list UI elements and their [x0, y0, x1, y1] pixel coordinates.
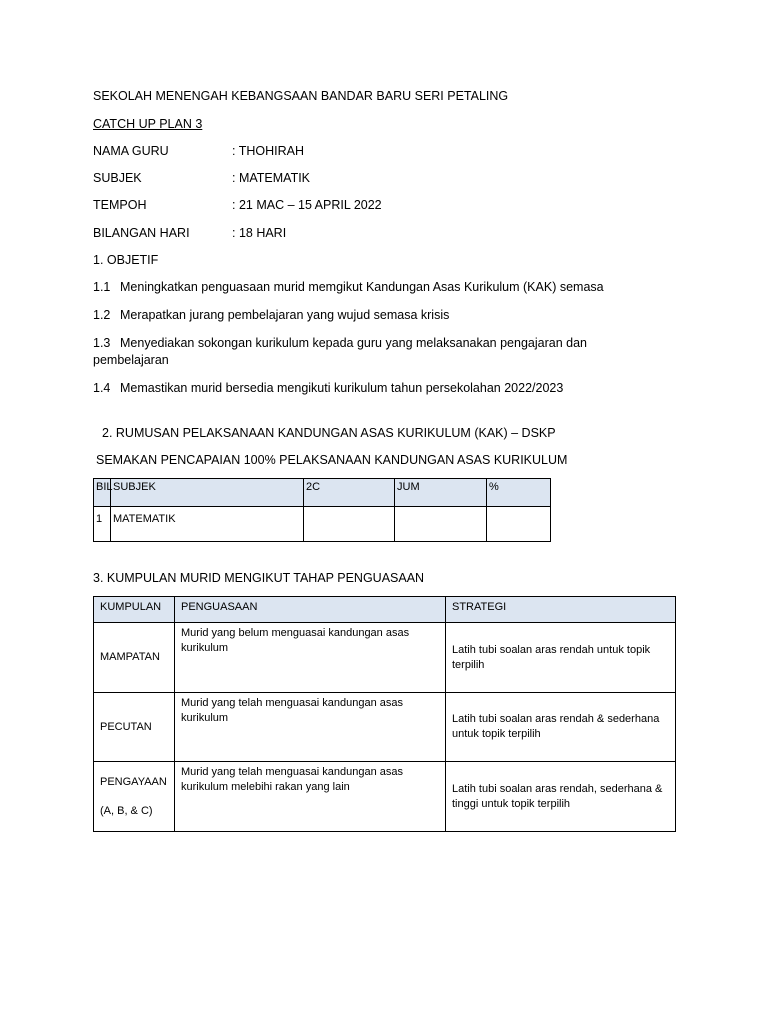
field-bilangan-hari	[93, 225, 286, 241]
kumpulan-table	[93, 596, 676, 832]
table-header-row	[94, 597, 676, 623]
field-tempoh	[93, 197, 382, 213]
objective-item	[93, 307, 449, 323]
objective-number: 1.2	[93, 308, 111, 322]
table-cell: MATEMATIK	[111, 507, 304, 542]
plan-title: CATCH UP PLAN 3	[93, 117, 203, 131]
school-name: SEKOLAH MENENGAH KEBANGSAAN BANDAR BARU SERI PETALING	[93, 89, 509, 103]
table-header-row	[94, 479, 551, 507]
objective-text: Merapatkan jurang pembelajaran yang wujud semasa krisis	[120, 308, 450, 322]
penguasaan-cell: Murid yang telah menguasai kandungan asas kurikulum	[175, 693, 446, 762]
kumpulan-cell: MAMPATAN	[94, 623, 175, 693]
strategi-cell: Latih tubi soalan aras rendah & sederhana untuk topik terpilih	[446, 693, 676, 762]
field-label: SUBJEK	[93, 171, 142, 185]
section2-subheading: SEMAKAN PENCAPAIAN 100% PELAKSANAAN KANDUNGAN ASAS KURIKULUM	[96, 453, 568, 467]
table-row	[94, 507, 551, 542]
field-label: TEMPOH	[93, 198, 147, 212]
objectives-heading: 1. OBJETIF	[93, 253, 159, 267]
objective-number: 1.3	[93, 336, 111, 350]
objective-text: Meningkatkan penguasaan murid memgikut Kandungan Asas Kurikulum (KAK) semasa	[120, 280, 604, 294]
field-value: : 21 MAC – 15 APRIL 2022	[232, 198, 382, 212]
field-value: : THOHIRAH	[232, 144, 304, 158]
field-subjek	[93, 170, 310, 186]
section2-heading: 2. RUMUSAN PELAKSANAAN KANDUNGAN ASAS KURIKULUM (KAK) – DSKP	[102, 426, 556, 440]
strategi-cell: Latih tubi soalan aras rendah, sederhana & tinggi untuk topik terpilih	[446, 762, 676, 832]
table-row	[94, 693, 676, 762]
objective-number: 1.4	[93, 381, 111, 395]
objective-number: 1.1	[93, 280, 111, 294]
column-header: STRATEGI	[446, 597, 676, 623]
table-row	[94, 762, 676, 832]
strategi-cell: Latih tubi soalan aras rendah untuk topik terpilih	[446, 623, 676, 693]
field-value: : MATEMATIK	[232, 171, 311, 185]
field-label: BILANGAN HARI	[93, 226, 190, 240]
table-cell	[395, 507, 487, 542]
section3-heading: 3. KUMPULAN MURID MENGIKUT TAHAP PENGUASAAN	[93, 571, 425, 585]
objective-item	[93, 279, 604, 295]
penguasaan-cell: Murid yang belum menguasai kandungan asas kurikulum	[175, 623, 446, 693]
kumpulan-cell: PECUTAN	[94, 693, 175, 762]
column-header: PENGUASAAN	[175, 597, 446, 623]
column-header: KUMPULAN	[94, 597, 175, 623]
column-header: BIL	[94, 479, 111, 507]
table-row	[94, 623, 676, 693]
column-header: 2C	[304, 479, 395, 507]
objective-item	[93, 335, 587, 351]
kumpulan-cell	[94, 762, 175, 832]
field-value: : 18 HARI	[232, 226, 287, 240]
column-header: SUBJEK	[111, 479, 304, 507]
column-header: JUM	[395, 479, 487, 507]
penguasaan-cell: Murid yang telah menguasai kandungan asas kurikulum melebihi rakan yang lain	[175, 762, 446, 832]
kak-table	[93, 478, 551, 542]
objective-continuation: pembelajaran	[93, 353, 169, 367]
column-header: %	[487, 479, 551, 507]
field-label: NAMA GURU	[93, 144, 169, 158]
objective-text: Memastikan murid bersedia mengikuti kurikulum tahun persekolahan 2022/2023	[120, 381, 564, 395]
kumpulan-sublabel: (A, B, & C)	[100, 804, 153, 817]
objective-text: Menyediakan sokongan kurikulum kepada guru yang melaksanakan pengajaran dan	[120, 336, 587, 350]
field-nama-guru	[93, 143, 304, 159]
table-cell	[304, 507, 395, 542]
kumpulan-label: PENGAYAAN	[100, 775, 167, 788]
objective-item	[93, 380, 563, 396]
table-cell: 1	[94, 507, 111, 542]
table-cell	[487, 507, 551, 542]
